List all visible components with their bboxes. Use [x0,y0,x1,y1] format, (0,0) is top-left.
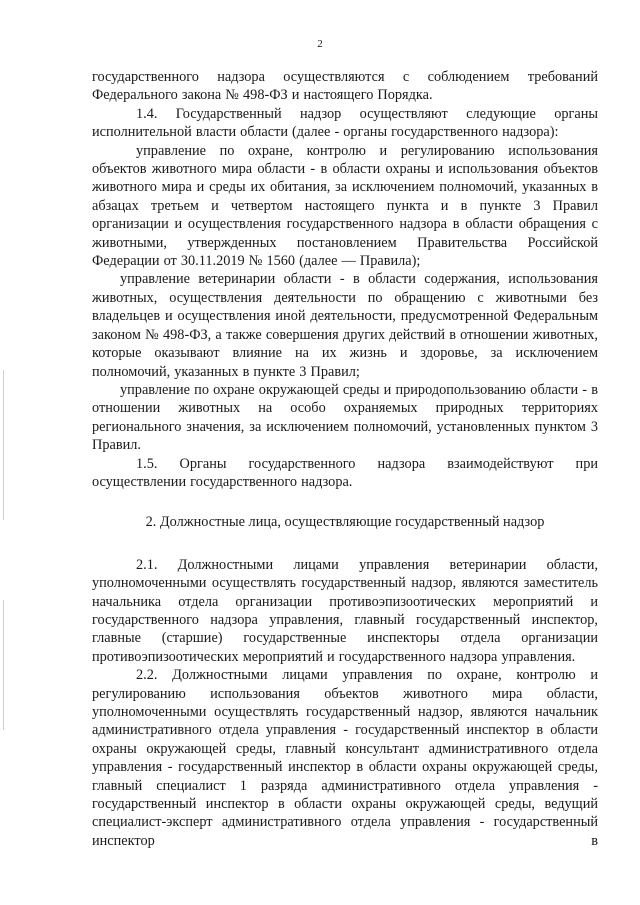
paragraph-2-2: 2.2. Должностными лицами управления по охране, контролю и регулированию использования объектов животного мира области, уполномоченными осуществлять государственный надзор, являются начальник административного отдела управления - государственный инспектор в области охраны окружающей среды, главный консультант административного отдела управления - государственный инспектор в области охраны окружающей среды, главный специалист 1 разряда административного отдела управления - государственный инспектор в области охраны окружающей среды, ведущий специалист-эксперт административного отдела управления - государственный инспектор в [92,667,598,849]
document-body [92,68,598,850]
paragraph-veterinary-authority: управление ветеринарии области - в области содержания, использования животных, осуществления деятельности по обращению с животными без владельцев и осуществления иной деятельности, предусмотренной Федеральным законом № 498-ФЗ, а также совершения других действий в отношении животных, которые оказывают влияние на их жизнь и здоровье, за исключением полномочий, указанных в пункте 3 Правил; [92,271,598,380]
paragraph-wildlife-authority: управление по охране, контролю и регулированию использования объектов животного мира области - в области охраны и использования объектов животного мира и среды их обитания, за исключением полномочий, указанных в абзацах третьем и четвертом настоящего пункта и в пункте 3 Правил организации и осуществления государственного надзора в области обращения с животными, утвержденных постановлением Правительства Российской Федерации от 30.11.2019 № 1560 (далее — Правила); [92,142,598,270]
paragraph-1-4: 1.4. Государственный надзор осуществляют следующие органы исполнительной власти области (далее - органы государственного надзора): [92,105,598,141]
scan-margin-mark [3,370,4,520]
paragraph-1-5: 1.5. Органы государственного надзора взаимодействуют при осуществлении государственного надзора. [92,455,598,490]
paragraphs-bottom [92,556,598,851]
section-heading: 2. Должностные лица, осуществляющие государственный надзор [145,514,545,531]
paragraph-environment-authority: управление по охране окружающей среды и природопользованию области - в отношении животных на особо охраняемых природных территориях регионального значения, за исключением полномочий, установленных пунктом 3 Правил. [92,381,598,454]
paragraphs-top [92,68,598,491]
scan-margin-mark [3,600,4,730]
paragraph-2-1: 2.1. Должностными лицами управления ветеринарии области, уполномоченными осуществлять государственный надзор, являются заместитель начальника отдела организации противоэпизоотических мероприятий и государственного надзора управления, главный государственный инспектор, главные (старшие) государственные инспекторы отдела организации противоэпизоотических мероприятий и государственного надзора управления. [92,556,598,665]
page-number: 2 [317,38,323,50]
paragraph: государственного надзора осуществляются с соблюдением требований Федерального закона № 498-ФЗ и настоящего Порядка. [92,69,598,104]
